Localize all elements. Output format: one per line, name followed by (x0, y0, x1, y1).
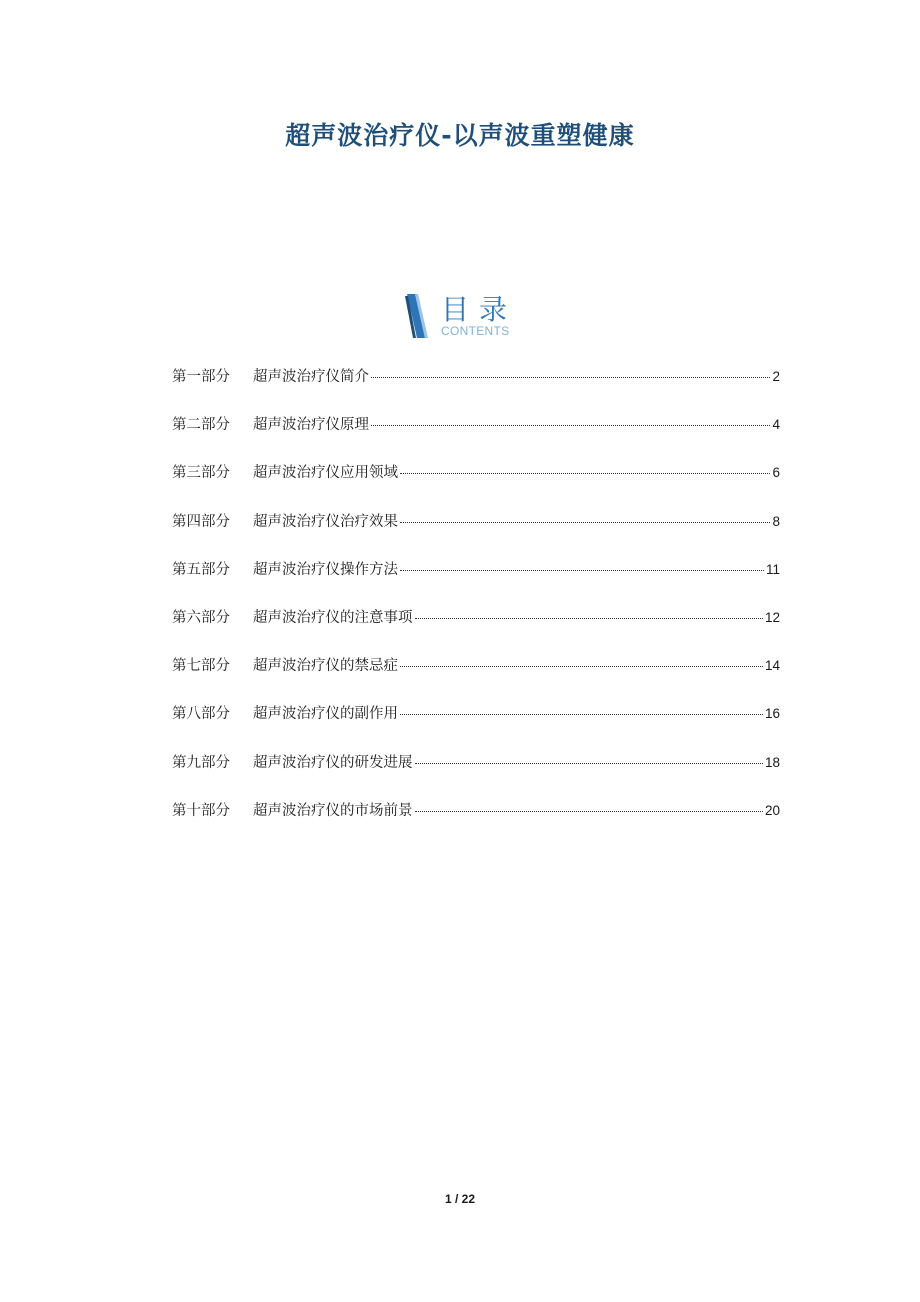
toc-item-page: 12 (764, 609, 780, 625)
toc-item-page: 20 (764, 802, 780, 818)
toc-item-part: 第二部分 (172, 417, 230, 434)
toc-item[interactable] (172, 413, 780, 461)
toc-item-label: 超声波治疗仪治疗效果 (253, 513, 398, 530)
toc-item-part: 第六部分 (172, 609, 230, 626)
toc-item-page: 18 (764, 754, 780, 770)
toc-item[interactable] (172, 702, 780, 750)
toc-leader-dots (400, 522, 770, 523)
toc-item-label: 超声波治疗仪的研发进展 (253, 754, 413, 771)
toc-item[interactable] (172, 365, 780, 413)
toc-leader-dots (415, 811, 763, 812)
toc-subheading: CONTENTS (441, 324, 510, 338)
toc-item-part: 第八部分 (172, 706, 230, 723)
toc-item-page: 4 (772, 417, 780, 433)
toc-item-page: 2 (772, 369, 780, 384)
toc-item-label: 超声波治疗仪操作方法 (253, 561, 398, 578)
toc-item-part: 第七部分 (172, 658, 230, 675)
toc-item-label: 超声波治疗仪的注意事项 (253, 609, 413, 626)
toc-item-label: 超声波治疗仪的市场前景 (253, 802, 413, 819)
toc-item-label: 超声波治疗仪简介 (253, 369, 369, 385)
toc-item-part: 第三部分 (172, 465, 230, 482)
toc-item-part: 第一部分 (172, 369, 230, 385)
toc-item-label: 超声波治疗仪原理 (253, 417, 369, 434)
toc-item-part: 第十部分 (172, 802, 230, 819)
toc-item-part: 第九部分 (172, 754, 230, 771)
toc-item-label: 超声波治疗仪的副作用 (253, 706, 398, 723)
toc-heading: 目录 (441, 293, 518, 326)
toc-list (172, 365, 780, 847)
toc-item-part: 第五部分 (172, 561, 230, 578)
toc-item-page: 8 (772, 513, 780, 529)
toc-item[interactable] (172, 510, 780, 558)
toc-item[interactable] (172, 799, 780, 847)
toc-leader-dots (400, 666, 763, 667)
toc-item[interactable] (172, 558, 780, 606)
toc-leader-dots (415, 763, 763, 764)
toc-leader-dots (400, 570, 764, 571)
toc-item-part: 第四部分 (172, 513, 230, 530)
toc-leader-dots (371, 425, 770, 426)
toc-leader-dots (415, 618, 763, 619)
toc-item[interactable] (172, 606, 780, 654)
page-title: 超声波治疗仪-以声波重塑健康 (285, 121, 635, 150)
page-number: 1 / 22 (444, 1192, 476, 1206)
toc-leader-dots (400, 714, 763, 715)
toc-item-page: 6 (772, 465, 780, 481)
toc-item-label: 超声波治疗仪的禁忌症 (253, 658, 398, 675)
toc-item[interactable] (172, 461, 780, 509)
toc-leader-dots (400, 473, 770, 474)
toc-item[interactable] (172, 751, 780, 799)
toc-item[interactable] (172, 654, 780, 702)
toc-item-page: 11 (765, 561, 780, 577)
toc-item-page: 14 (764, 658, 780, 674)
toc-header (405, 292, 525, 342)
contents-logo-icon (405, 294, 431, 338)
toc-item-page: 16 (764, 706, 780, 722)
toc-leader-dots (371, 377, 770, 378)
toc-item-label: 超声波治疗仪应用领域 (253, 465, 398, 482)
